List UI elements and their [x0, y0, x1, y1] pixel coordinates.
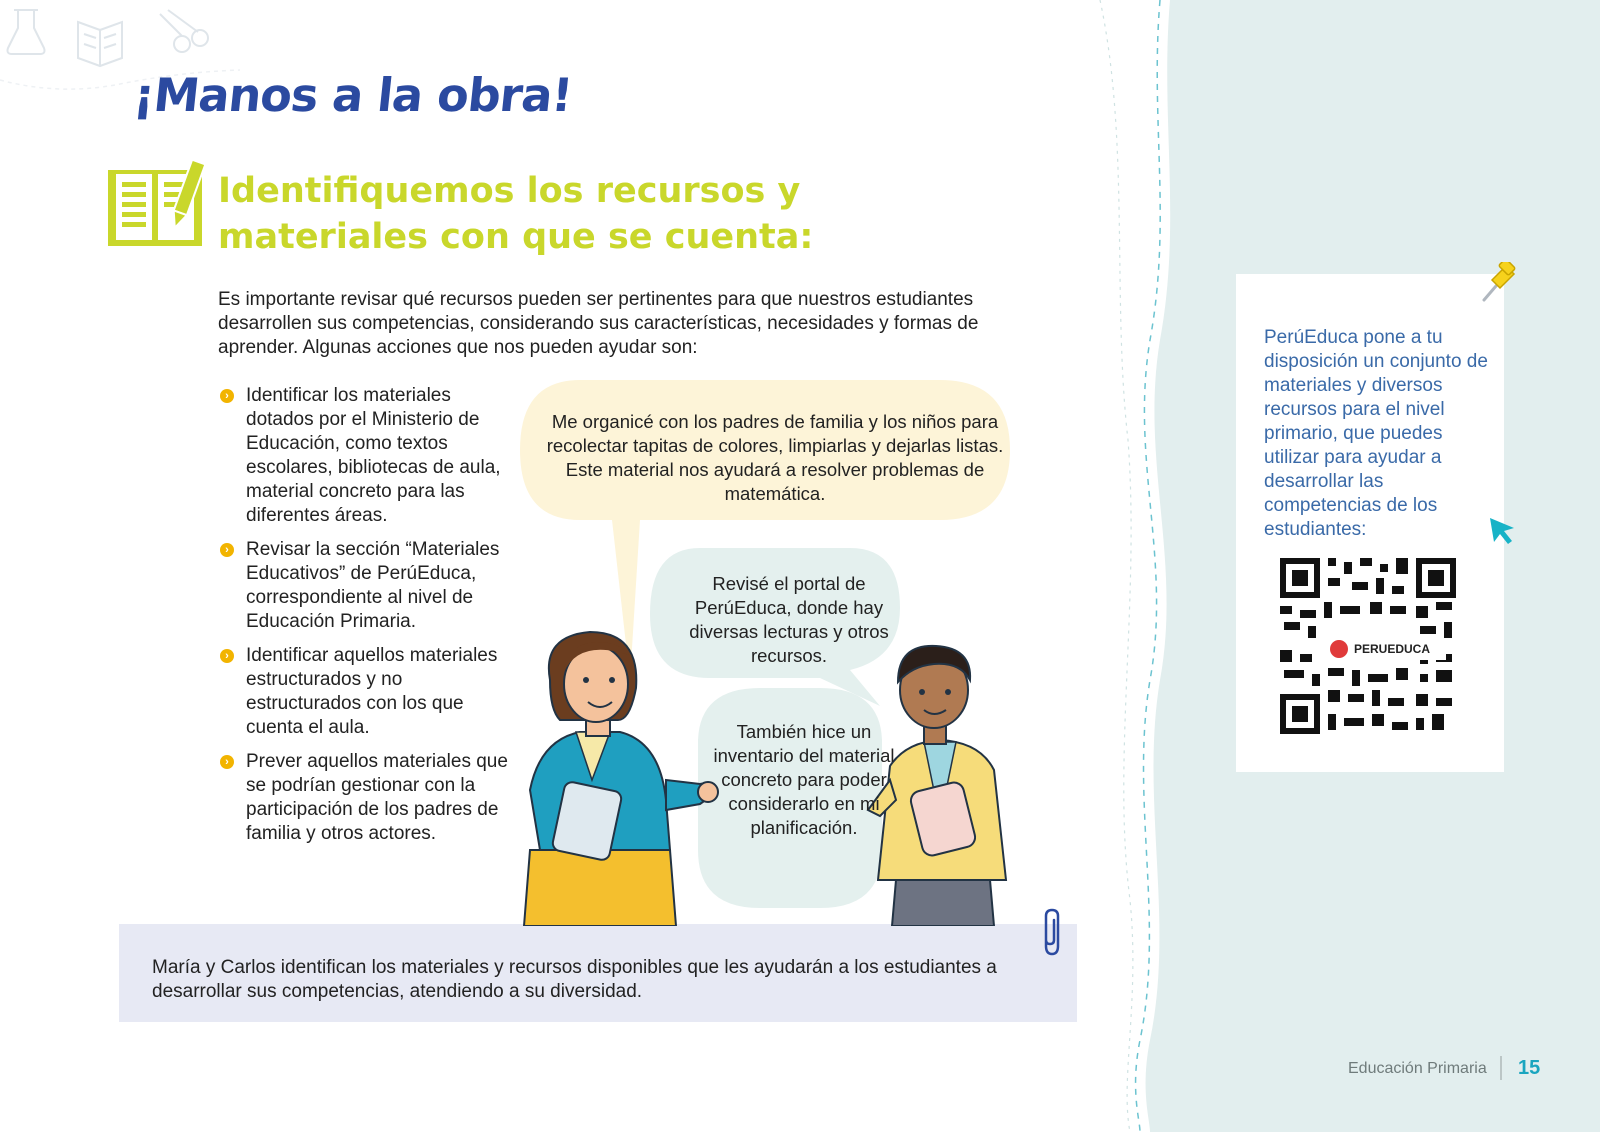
qr-logo-text: PERUEDUCA: [1354, 642, 1431, 656]
book-pencil-icon: [106, 160, 208, 248]
list-item: [218, 750, 518, 846]
page-number: 15: [1518, 1057, 1541, 1079]
chevron-right-icon: ›: [220, 649, 234, 663]
chevron-right-icon: ›: [220, 543, 234, 557]
speech-bubble-portal: Revisé el portal de PerúEduca, donde hay diversas lecturas y otros recursos.: [689, 573, 889, 666]
woman-teacher: [524, 632, 718, 926]
list-item-text: Revisar la sección “Materiales Educativos” de PerúEduca, correspondiente al nivel de Educación Primaria.: [246, 539, 500, 632]
caption-text: María y Carlos identifican los materiales y recursos disponibles que les ayudarán a los estudiantes a desarrollar sus competencias, atendiendo a su diversidad.: [152, 957, 997, 1002]
speech-bubble-parents: Me organicé con los padres de familia y los niños para recolectar tapitas de colores, limpiarlas y dejarlas listas. Este material nos ayudará a resolver problemas de matemática.: [546, 411, 1004, 504]
chevron-right-icon: ›: [220, 389, 234, 403]
cursor-arrow-icon: [1488, 516, 1518, 546]
note-text: PerúEduca pone a tu disposición un conjunto de materiales y diversos recursos para el nivel primario, que puedes utilizar para ayudar a desarrollar las competencias de los estudiantes:: [1264, 327, 1488, 540]
pushpin-icon: [1478, 262, 1518, 306]
section-heading: Identifiquemos los recursos y materiales con que se cuenta:: [218, 171, 814, 257]
action-list: [218, 384, 518, 856]
list-item: [218, 538, 518, 634]
peru-logo-icon: [1330, 640, 1348, 658]
footer-divider: [1500, 1056, 1502, 1080]
paperclip-icon: [1038, 908, 1064, 960]
page-title: ¡Manos a la obra!: [131, 68, 575, 122]
intro-paragraph: Es importante revisar qué recursos pueden ser pertinentes para que nuestros estudiantes desarrollen sus competencias, considerando sus características, necesidades y formas de aprender. Algunas acciones que nos pueden ayudar son:: [218, 289, 979, 358]
list-item-text: Identificar los materiales dotados por el Ministerio de Educación, como textos escolares, bibliotecas de aula, material concreto para las diferentes áreas.: [246, 385, 501, 526]
list-item: [218, 644, 518, 740]
list-item-text: Identificar aquellos materiales estructurados y no estructurados con los que cuenta el aula.: [246, 645, 498, 738]
qr-logo-label: [1322, 638, 1446, 660]
list-item-text: Prever aquellos materiales que se podrían gestionar con la participación de los padres de familia y otros actores.: [246, 751, 508, 844]
list-item: [218, 384, 518, 528]
speech-bubble-inventory: También hice un inventario del material concreto para poder considerarlo en mi planificación.: [713, 721, 895, 838]
footer-label: Educación Primaria: [1348, 1060, 1487, 1077]
chevron-right-icon: ›: [220, 755, 234, 769]
